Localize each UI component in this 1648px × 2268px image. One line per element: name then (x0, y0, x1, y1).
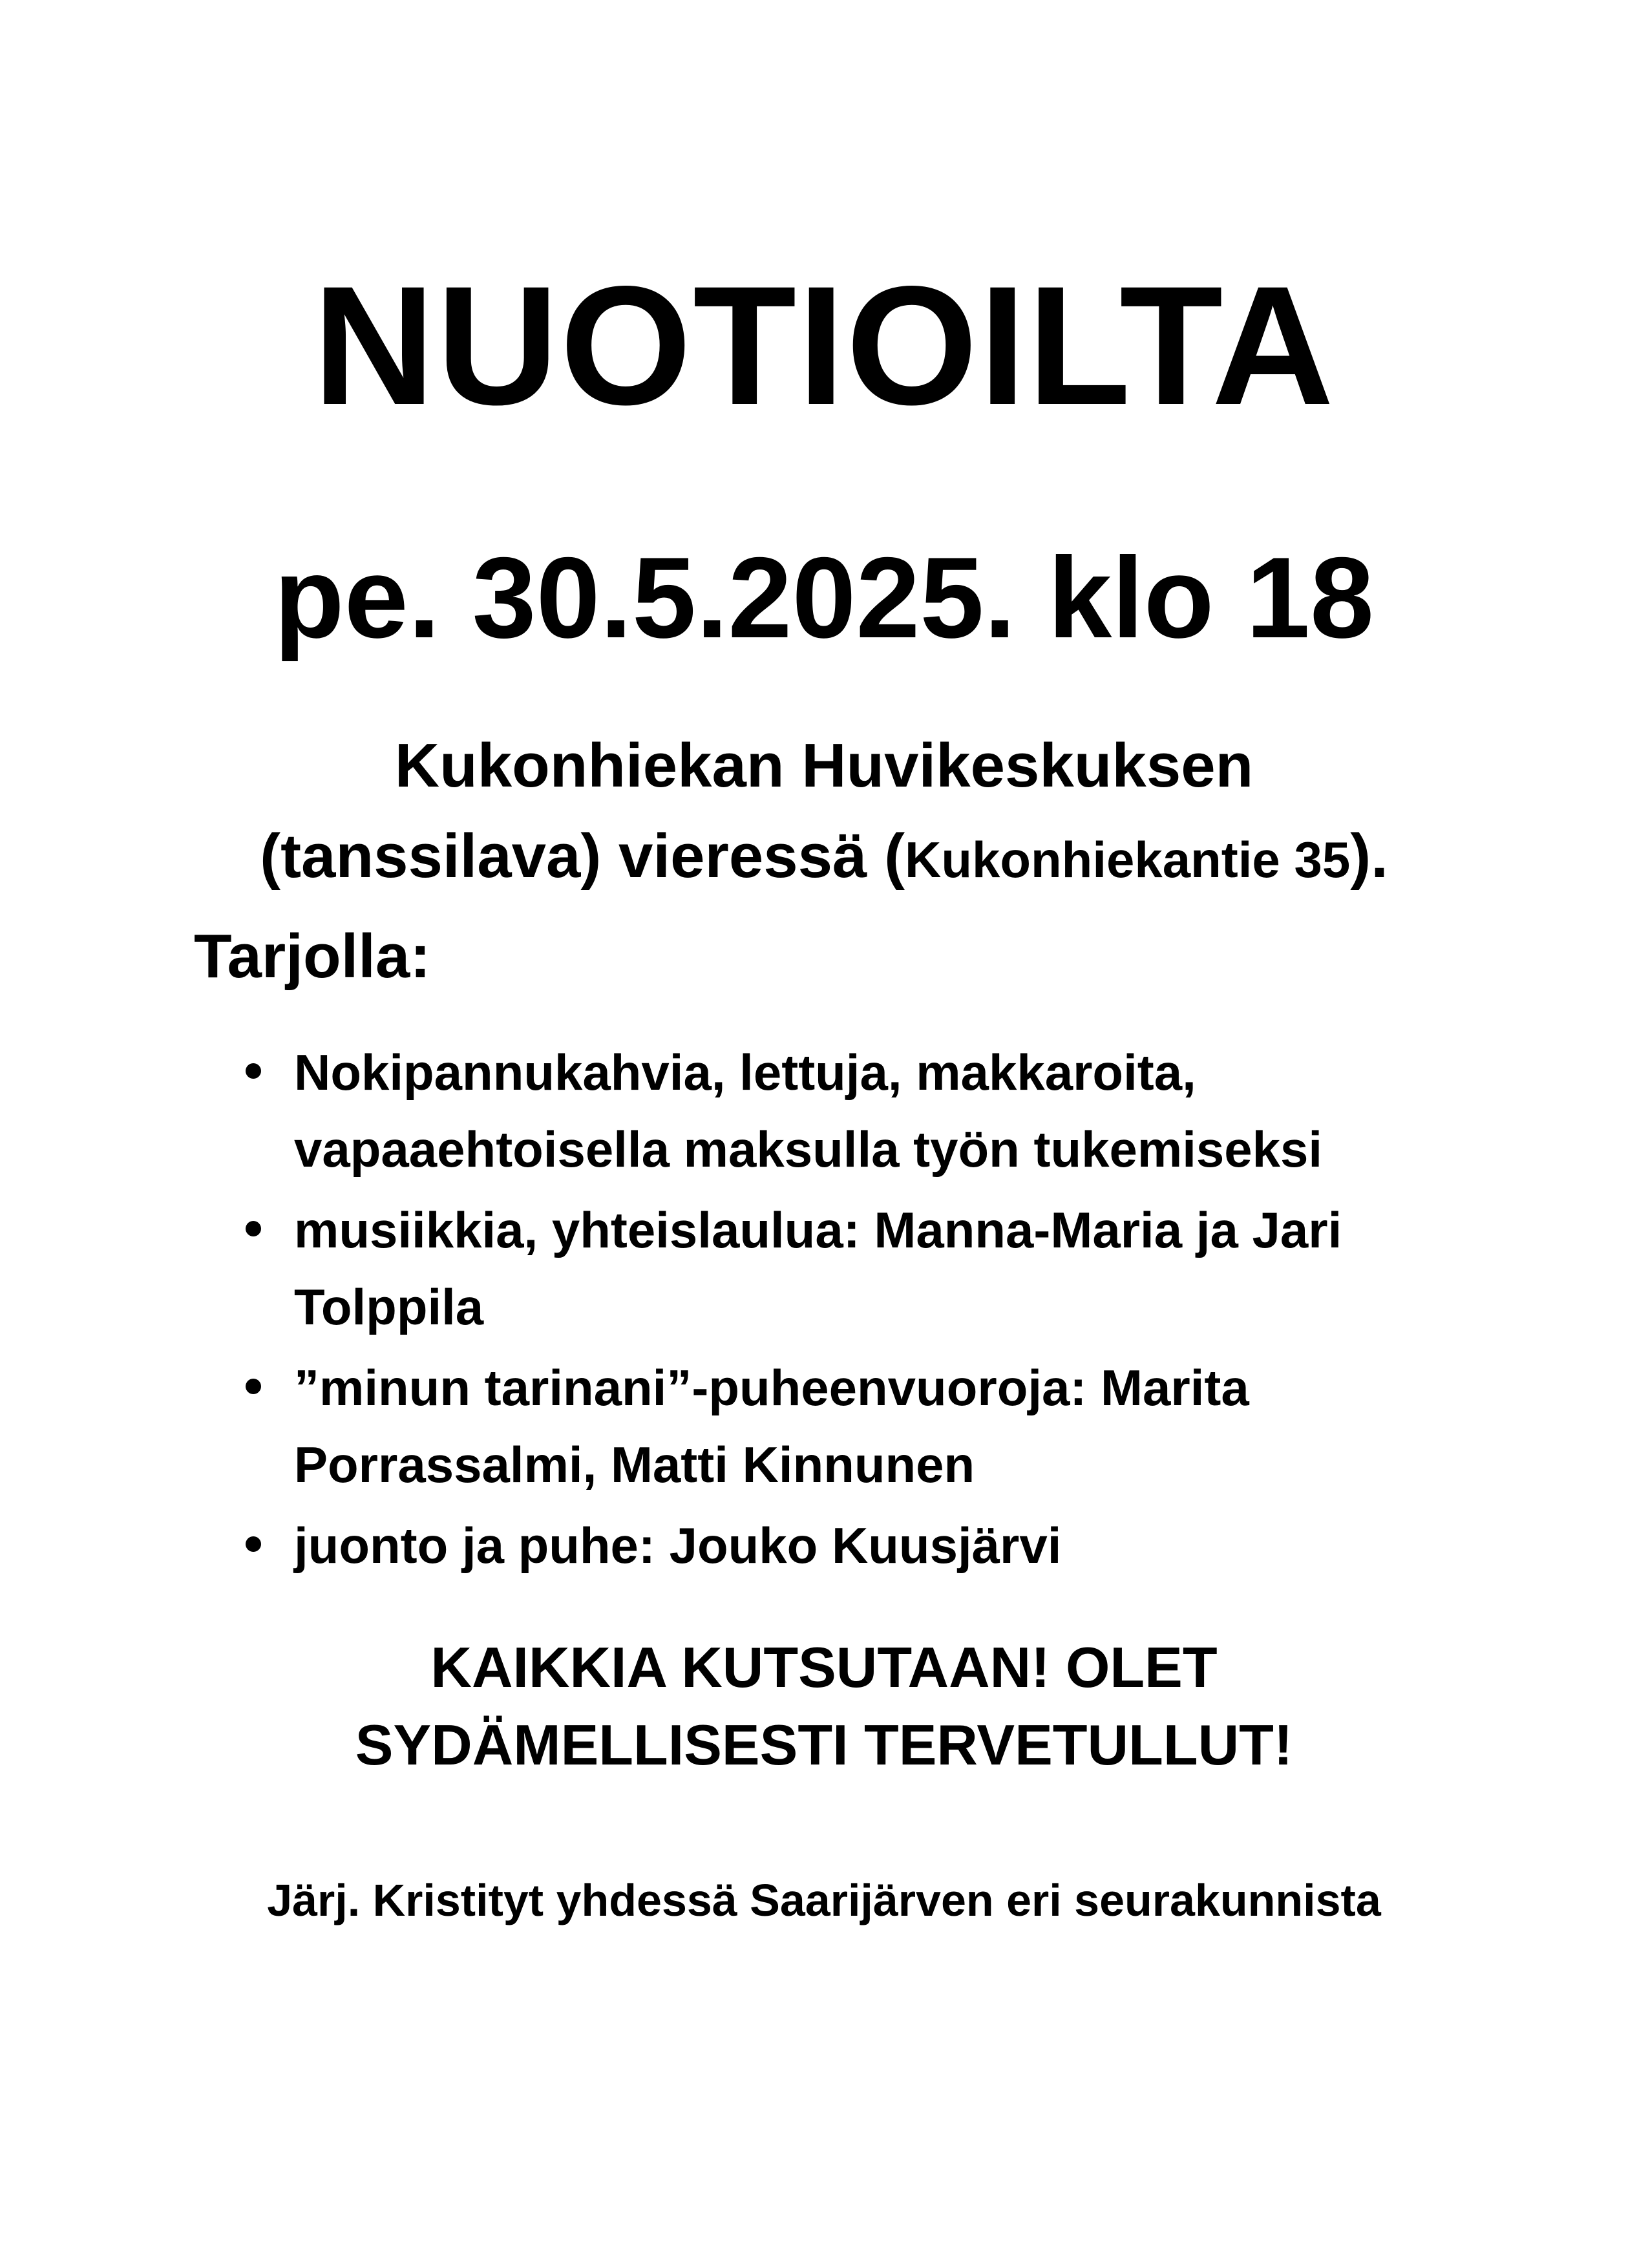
list-item-text: juonto ja puhe: Jouko Kuusjärvi (294, 1517, 1062, 1574)
list-item (246, 1350, 1512, 1503)
list-item (246, 1507, 1512, 1584)
location-line-2 (0, 811, 1648, 905)
location-end: ). (1350, 821, 1388, 891)
invitation-line-2: SYDÄMELLISESTI TERVETULLUT! (355, 1713, 1293, 1777)
list-item-text: Nokipannukahvia, lettuja, makkaroita, vapaaehtoisella maksulla työn tukemiseksi (294, 1044, 1323, 1178)
invitation (0, 1629, 1648, 1784)
event-datetime: pe. 30.5.2025. klo 18 (273, 533, 1375, 662)
offer-heading: Tarjolla: (194, 922, 431, 991)
offer-list (246, 1034, 1512, 1588)
location-address: Kukonhiekantie 35 (905, 831, 1351, 888)
location-venue-note: (tanssilava) vieressä ( (260, 821, 905, 891)
list-item-text: ”minun tarinani”-puheenvuoroja: Marita Porrassalmi, Matti Kinnunen (294, 1359, 1249, 1493)
poster-title: NUOTIOILTA (312, 251, 1336, 440)
list-item (246, 1034, 1512, 1188)
bullet-icon (246, 1379, 261, 1394)
list-item (246, 1192, 1512, 1346)
organizer-note: Järj. Kristityt yhdessä Saarijärven eri seurakunnista (267, 1875, 1381, 1925)
list-item-text: musiikkia, yhteislaulua: Manna-Maria ja Jari Tolppila (294, 1202, 1342, 1335)
bullet-icon (246, 1221, 261, 1236)
invitation-line-1: KAIKKIA KUTSUTAAN! OLET (430, 1635, 1218, 1699)
location-line-1: Kukonhiekan Huvikeskuksen (394, 731, 1254, 800)
bullet-icon (246, 1536, 261, 1552)
event-location (0, 721, 1648, 905)
bullet-icon (246, 1063, 261, 1079)
